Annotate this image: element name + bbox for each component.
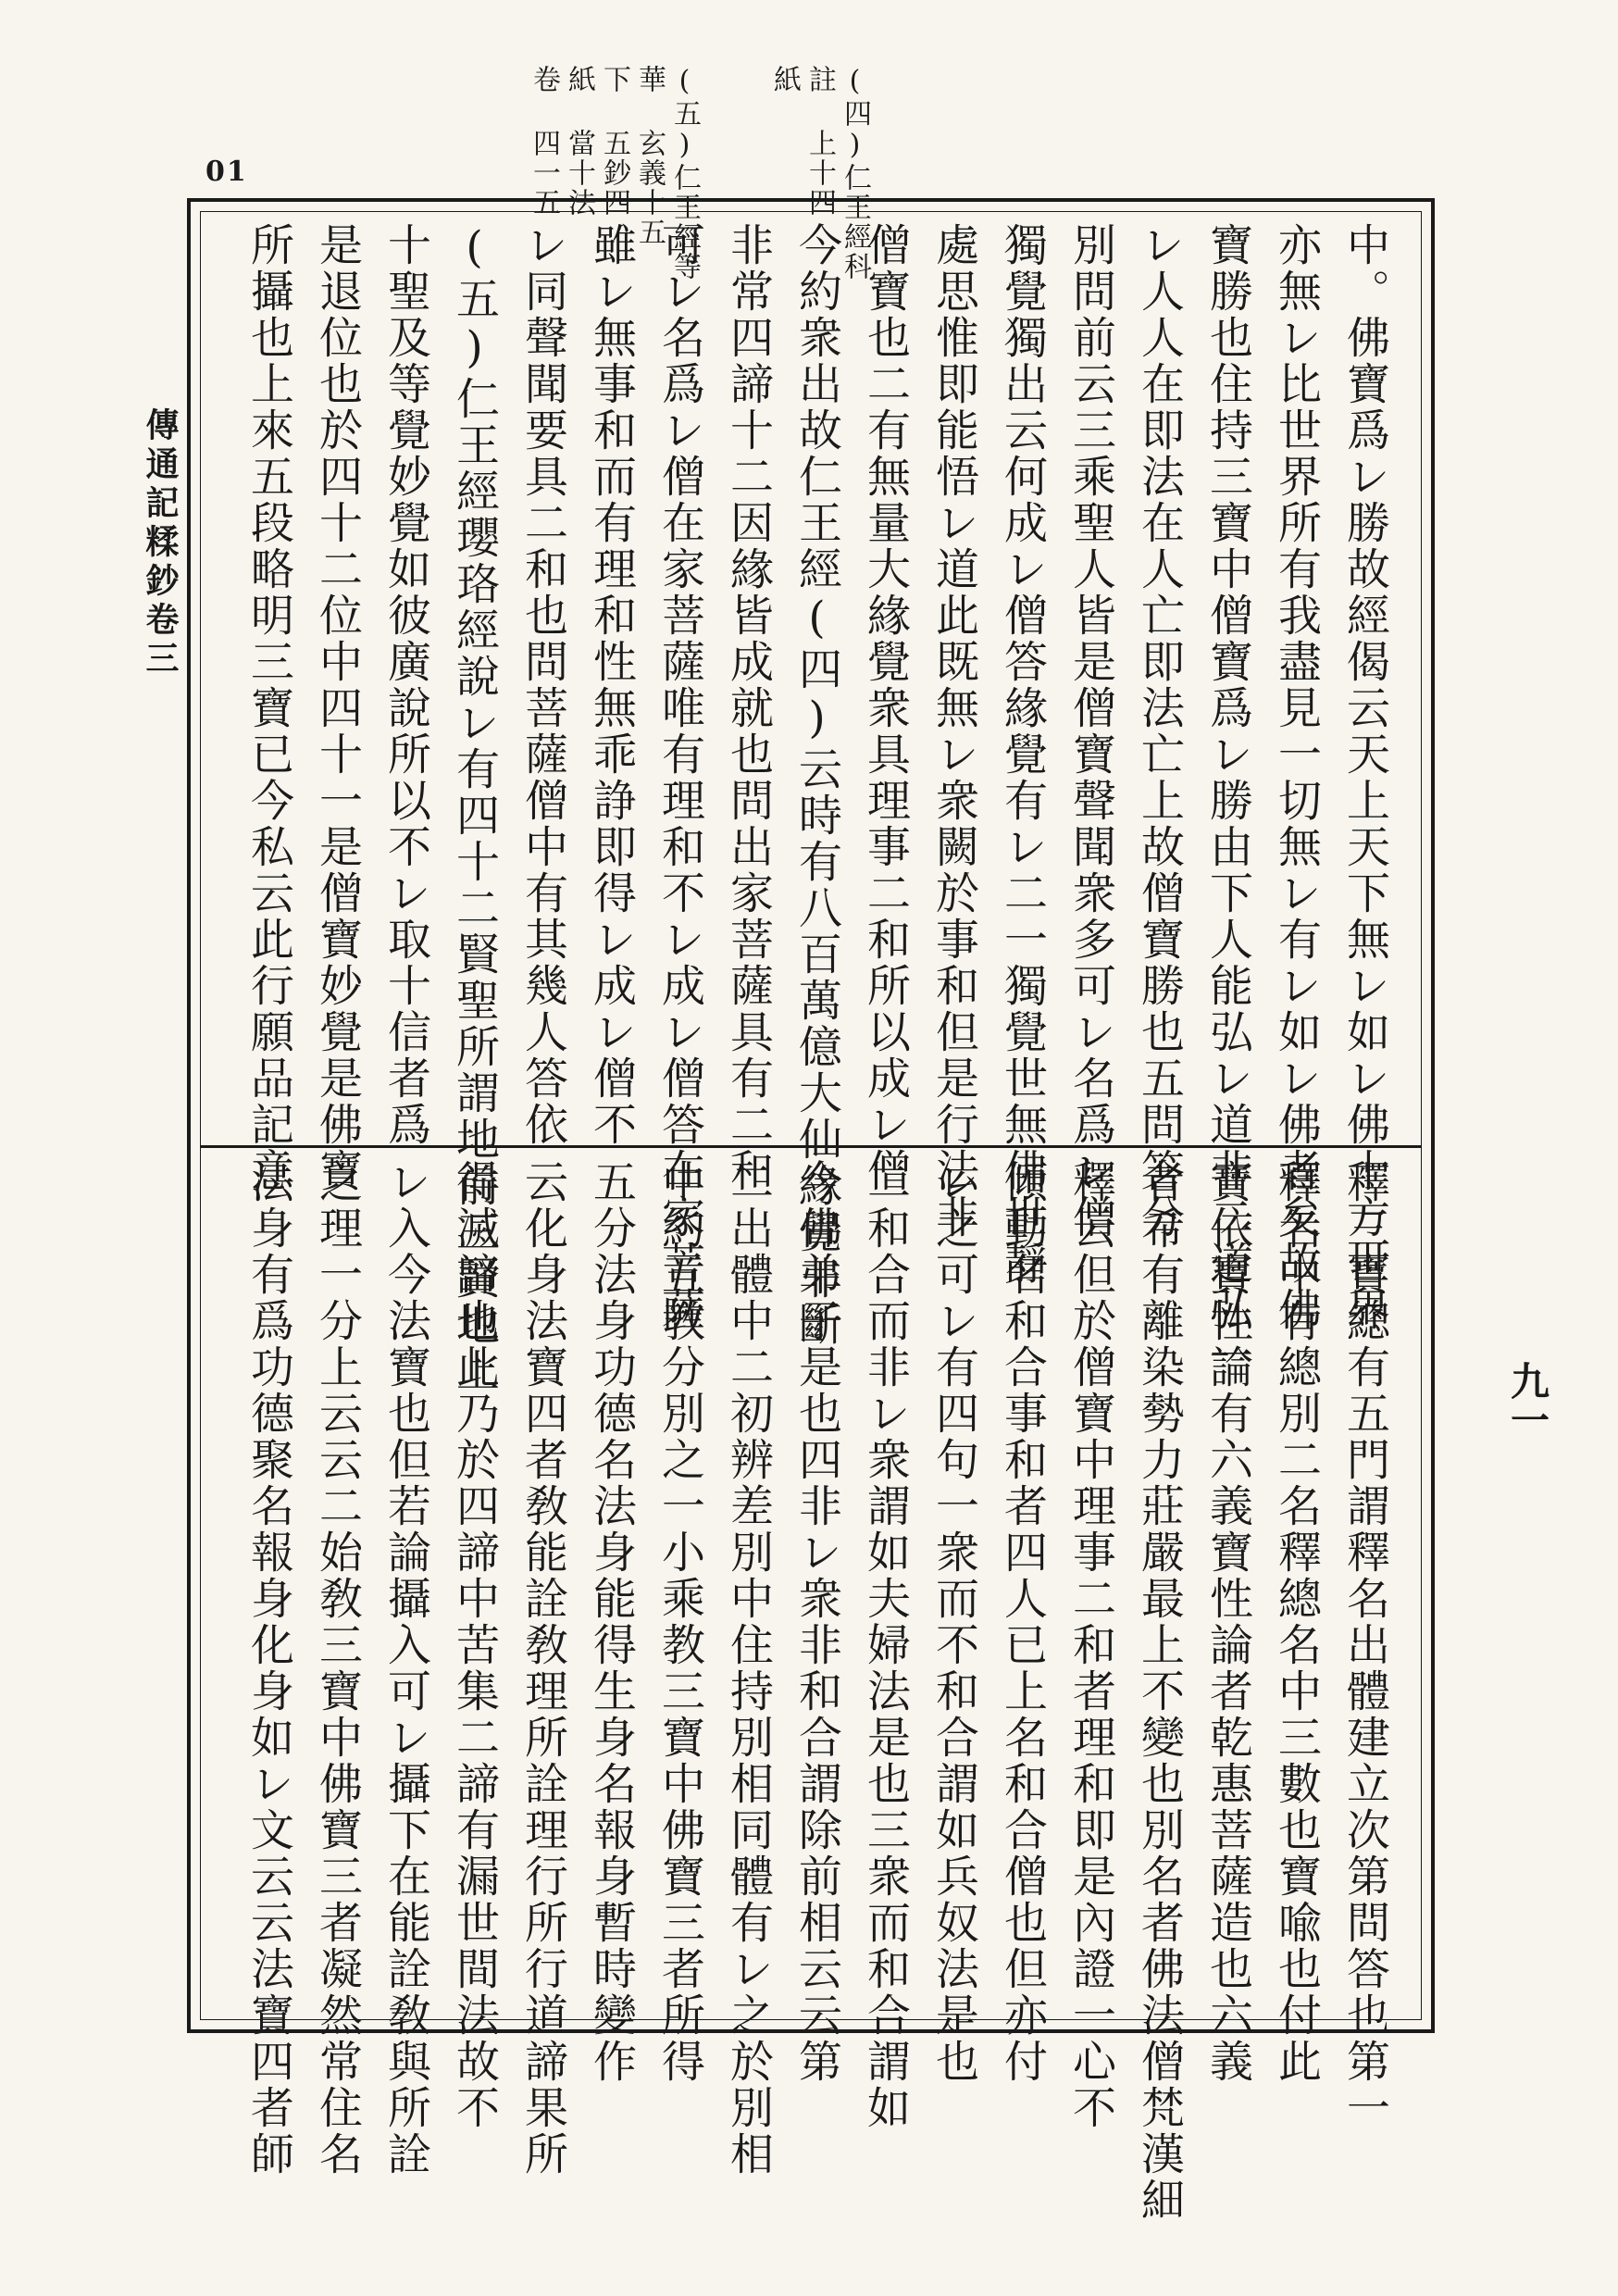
note-line: (五)仁王經等 <box>668 65 701 281</box>
text-column: 別問前云三乘聖人皆是僧寶聲聞衆多可レ名爲レ僧 <box>1065 222 1116 1241</box>
text-column: 法身有爲功德聚名報身化身如レ文云云法寶四者師 <box>243 1159 294 2177</box>
note-group-4 <box>768 65 871 281</box>
text-column: 得滅諦也此乃於四諦中苦集二諦有漏世間法故不 <box>449 1159 500 2131</box>
text-column: 中約五教分別之一小乘教三寶中佛寶三者所得 <box>654 1159 705 2085</box>
header-notes <box>518 65 926 281</box>
text-column: 可レ名爲レ僧在家菩薩唯有理和不レ成レ僧答在家菩薩 <box>654 222 705 1333</box>
text-column: (五)仁王經瓔珞經說レ有四十二賢聖所謂地前三賢地上 <box>449 222 500 1394</box>
text-column: レ入今法寶也但若論攝入可レ攝下在能詮敎與所詮 <box>380 1159 431 2177</box>
text-column: 釋云但於僧寶中理事二和者理和即是內證一心不 <box>1065 1159 1116 2131</box>
text-column: 二和合而非レ衆謂如夫婦法是也三衆而和合謂如 <box>860 1159 911 2131</box>
text-column: 獨覺獨出云何成レ僧答緣覺有レ二一獨覺世無佛世靜 <box>997 222 1048 1287</box>
text-column: 寶勝也住持三寶中僧寶爲レ勝由下人能弘レ道非二道弘一 <box>1202 222 1253 1379</box>
text-column: 是退位也於四十二位中四十一是僧寶妙覺是佛寶 <box>312 222 363 1194</box>
text-column: 今佛弟子是也四非レ衆非和合謂除前相云云第 <box>791 1159 842 2085</box>
text-column: 亦無レ比世界所有我盡見一切無レ有レ如レ佛者矣故佛 <box>1271 222 1322 1333</box>
note-line: 卷 四一五 <box>528 65 560 218</box>
note-line: 註 上十四 <box>803 65 836 218</box>
text-column: 今約衆出故仁王經(四)云時有八百萬億大仙緣覺非斷 <box>791 222 842 1348</box>
note-line: (四)仁王經科 <box>839 65 871 281</box>
note-line: 紙 <box>768 65 801 94</box>
text-column: 釋三寶總有五門謂釋名出體建立次第問答也第一 <box>1339 1159 1390 2131</box>
note-group-5 <box>528 65 701 281</box>
text-column: 二出體中二初辨差別中住持別相同體有レ之於別相 <box>723 1159 774 2177</box>
text-column: レ之可レ有四句一衆而不和合謂如兵奴法是也 <box>928 1159 979 2085</box>
text-column: 釋名中有總別二名釋總名中三數也寶喩也付此 <box>1271 1159 1322 2085</box>
note-line: 紙 當十法 <box>563 65 595 218</box>
text-column: 中。佛寶爲レ勝故經偈云天上天下無レ如レ佛十方世界 <box>1339 222 1390 1333</box>
text-column: 所攝也上來五段略明三寶已今私云此行願品記意 <box>243 222 294 1194</box>
text-column: 雖レ無事和而有理和性無乖諍即得レ成レ僧不 <box>586 222 637 1148</box>
page-label: 01 <box>205 156 248 188</box>
text-column: 非常四諦十二因緣皆成就也問出家菩薩具有二和 <box>723 222 774 1194</box>
note-line: 華 玄義十五 <box>633 65 666 247</box>
text-column: レ同聲聞要具二和也問菩薩僧中有其幾人答依 <box>517 222 568 1148</box>
page-number: 九一 <box>1505 1361 1550 1439</box>
note-line: 下 五鈔四 <box>598 65 630 218</box>
text-column: 云化身法寶四者敎能詮敎理所詮理行所行道諦果所 <box>517 1159 568 2177</box>
text-column: 者希有離染勢力莊嚴最上不變也別名者佛法僧梵漢細 <box>1134 1159 1185 2224</box>
text-column: 處思惟即能悟レ道此既無レ衆闕於事和但是行法非 <box>928 222 979 1241</box>
text-column: 之理一分上云云二始敎三寶中佛寶三者凝然常住名 <box>312 1159 363 2177</box>
running-title: 傳通記糅鈔卷三 <box>141 407 180 680</box>
text-column: 寶依寶性論有六義寶性論者乾惠菩薩造也六義 <box>1202 1159 1253 2085</box>
text-column: 十聖及等覺妙覺如彼廣說所以不レ取十信者爲 <box>380 222 431 1148</box>
text-column: 傾動名和合事和者四人已上名和合僧也但亦付 <box>997 1159 1048 2085</box>
text-column: 五分法身功德名法身能得生身名報身暫時變作 <box>586 1159 637 2085</box>
text-column: レ人人在即法在人亡即法亡上故僧寶勝也五問答分 <box>1134 222 1185 1241</box>
text-column: 僧寶也二有無量大緣覺衆具理事二和所以成レ僧 <box>860 222 911 1194</box>
